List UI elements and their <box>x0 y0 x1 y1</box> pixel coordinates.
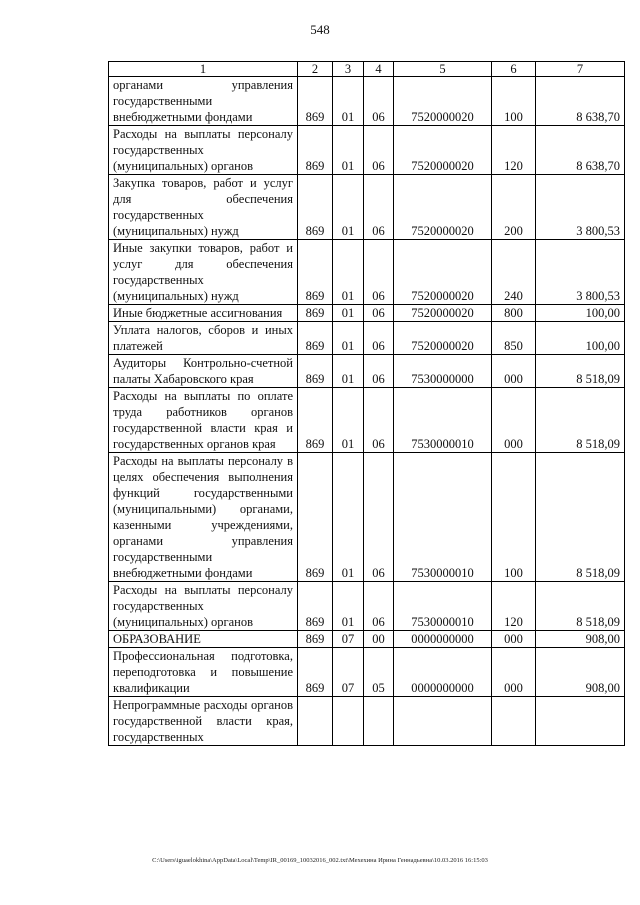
row-amount <box>536 697 625 746</box>
row-amount: 100,00 <box>536 305 625 322</box>
row-name: Расходы на выплаты персоналу государственных (муниципальных) органов <box>109 582 298 631</box>
table-row <box>109 77 625 126</box>
row-expense-type <box>492 697 536 746</box>
row-name: Иные закупки товаров, работ и услуг для обеспечения государственных (муниципальных) нужд <box>109 240 298 305</box>
row-subsection-code: 06 <box>364 77 394 126</box>
table-row <box>109 697 625 746</box>
row-amount: 100,00 <box>536 322 625 355</box>
row-name: ОБРАЗОВАНИЕ <box>109 631 298 648</box>
row-name: Расходы на выплаты персоналу государственных (муниципальных) органов <box>109 126 298 175</box>
row-ministry-code: 869 <box>298 77 333 126</box>
row-ministry-code: 869 <box>298 175 333 240</box>
row-amount: 8 638,70 <box>536 126 625 175</box>
row-ministry-code: 869 <box>298 126 333 175</box>
row-target-code <box>394 697 492 746</box>
row-amount: 3 800,53 <box>536 240 625 305</box>
header-cell-6: 6 <box>492 62 536 77</box>
row-name: Закупка товаров, работ и услуг для обеспечения государственных (муниципальных) нужд <box>109 175 298 240</box>
row-section-code: 01 <box>333 322 364 355</box>
row-expense-type: 850 <box>492 322 536 355</box>
row-subsection-code: 06 <box>364 355 394 388</box>
row-ministry-code: 869 <box>298 388 333 453</box>
row-target-code: 7530000010 <box>394 582 492 631</box>
row-expense-type: 200 <box>492 175 536 240</box>
row-amount: 908,00 <box>536 648 625 697</box>
row-section-code: 01 <box>333 240 364 305</box>
row-subsection-code: 06 <box>364 305 394 322</box>
row-ministry-code: 869 <box>298 582 333 631</box>
row-subsection-code: 00 <box>364 631 394 648</box>
header-cell-1: 1 <box>109 62 298 77</box>
row-amount: 8 518,09 <box>536 388 625 453</box>
row-expense-type: 000 <box>492 648 536 697</box>
row-section-code: 01 <box>333 305 364 322</box>
row-amount: 8 638,70 <box>536 77 625 126</box>
table-row <box>109 388 625 453</box>
row-section-code: 01 <box>333 126 364 175</box>
row-expense-type: 240 <box>492 240 536 305</box>
row-ministry-code: 869 <box>298 240 333 305</box>
table-row <box>109 453 625 582</box>
row-amount: 8 518,09 <box>536 355 625 388</box>
table-row <box>109 648 625 697</box>
row-subsection-code: 06 <box>364 582 394 631</box>
page-number: 548 <box>310 22 330 37</box>
row-name: органами управления государственными внебюджетными фондами <box>109 77 298 126</box>
header-cell-7: 7 <box>536 62 625 77</box>
row-name: Расходы на выплаты персоналу в целях обеспечения выполнения функций государственными (муниципальными) органами, казенными учреждениями, органами управления государственными внебюджетными фондами <box>109 453 298 582</box>
row-name: Аудиторы Контрольно-счетной палаты Хабаровского края <box>109 355 298 388</box>
row-expense-type: 100 <box>492 453 536 582</box>
row-expense-type: 120 <box>492 126 536 175</box>
row-ministry-code: 869 <box>298 453 333 582</box>
row-expense-type: 100 <box>492 77 536 126</box>
row-target-code: 0000000000 <box>394 631 492 648</box>
row-ministry-code <box>298 697 333 746</box>
row-amount: 3 800,53 <box>536 175 625 240</box>
row-name: Уплата налогов, сборов и иных платежей <box>109 322 298 355</box>
row-expense-type: 800 <box>492 305 536 322</box>
row-ministry-code: 869 <box>298 631 333 648</box>
row-ministry-code: 869 <box>298 322 333 355</box>
row-target-code: 7530000010 <box>394 388 492 453</box>
row-subsection-code: 06 <box>364 175 394 240</box>
file-path-footer: C:\Users\iguaelokhina\AppData\Local\Temp\IR_00169_10032016_002.txt\Мехехина Ирина Геннадьевна\10.03.2016 16:15:03 <box>152 857 488 864</box>
row-amount: 8 518,09 <box>536 582 625 631</box>
row-target-code: 7520000020 <box>394 305 492 322</box>
row-target-code: 7520000020 <box>394 77 492 126</box>
row-section-code: 07 <box>333 631 364 648</box>
table-row <box>109 240 625 305</box>
row-expense-type: 000 <box>492 355 536 388</box>
row-section-code <box>333 697 364 746</box>
table-row <box>109 175 625 240</box>
row-section-code: 01 <box>333 388 364 453</box>
header-cell-4: 4 <box>364 62 394 77</box>
table-row <box>109 305 625 322</box>
row-subsection-code: 06 <box>364 322 394 355</box>
row-target-code: 0000000000 <box>394 648 492 697</box>
row-ministry-code: 869 <box>298 355 333 388</box>
row-expense-type: 000 <box>492 631 536 648</box>
row-name: Профессиональная подготовка, переподготовка и повышение квалификации <box>109 648 298 697</box>
row-subsection-code <box>364 697 394 746</box>
table-row <box>109 355 625 388</box>
row-subsection-code: 06 <box>364 388 394 453</box>
row-target-code: 7530000010 <box>394 453 492 582</box>
budget-table <box>108 61 625 746</box>
row-amount: 908,00 <box>536 631 625 648</box>
header-cell-5: 5 <box>394 62 492 77</box>
row-section-code: 01 <box>333 355 364 388</box>
row-target-code: 7520000020 <box>394 240 492 305</box>
row-name: Расходы на выплаты по оплате труда работников органов государственной власти края и государственных органов края <box>109 388 298 453</box>
row-ministry-code: 869 <box>298 648 333 697</box>
row-expense-type: 000 <box>492 388 536 453</box>
row-target-code: 7530000000 <box>394 355 492 388</box>
row-section-code: 01 <box>333 582 364 631</box>
row-subsection-code: 05 <box>364 648 394 697</box>
row-name: Непрограммные расходы органов государственной власти края, государственных <box>109 697 298 746</box>
table-row <box>109 322 625 355</box>
table-row <box>109 582 625 631</box>
row-section-code: 01 <box>333 77 364 126</box>
row-target-code: 7520000020 <box>394 126 492 175</box>
header-cell-3: 3 <box>333 62 364 77</box>
row-section-code: 07 <box>333 648 364 697</box>
table-row <box>109 631 625 648</box>
row-amount: 8 518,09 <box>536 453 625 582</box>
row-subsection-code: 06 <box>364 453 394 582</box>
row-name: Иные бюджетные ассигнования <box>109 305 298 322</box>
row-target-code: 7520000020 <box>394 322 492 355</box>
table-row <box>109 126 625 175</box>
row-ministry-code: 869 <box>298 305 333 322</box>
table-header-row <box>109 62 625 77</box>
header-cell-2: 2 <box>298 62 333 77</box>
row-expense-type: 120 <box>492 582 536 631</box>
row-subsection-code: 06 <box>364 240 394 305</box>
row-subsection-code: 06 <box>364 126 394 175</box>
row-section-code: 01 <box>333 175 364 240</box>
row-section-code: 01 <box>333 453 364 582</box>
row-target-code: 7520000020 <box>394 175 492 240</box>
